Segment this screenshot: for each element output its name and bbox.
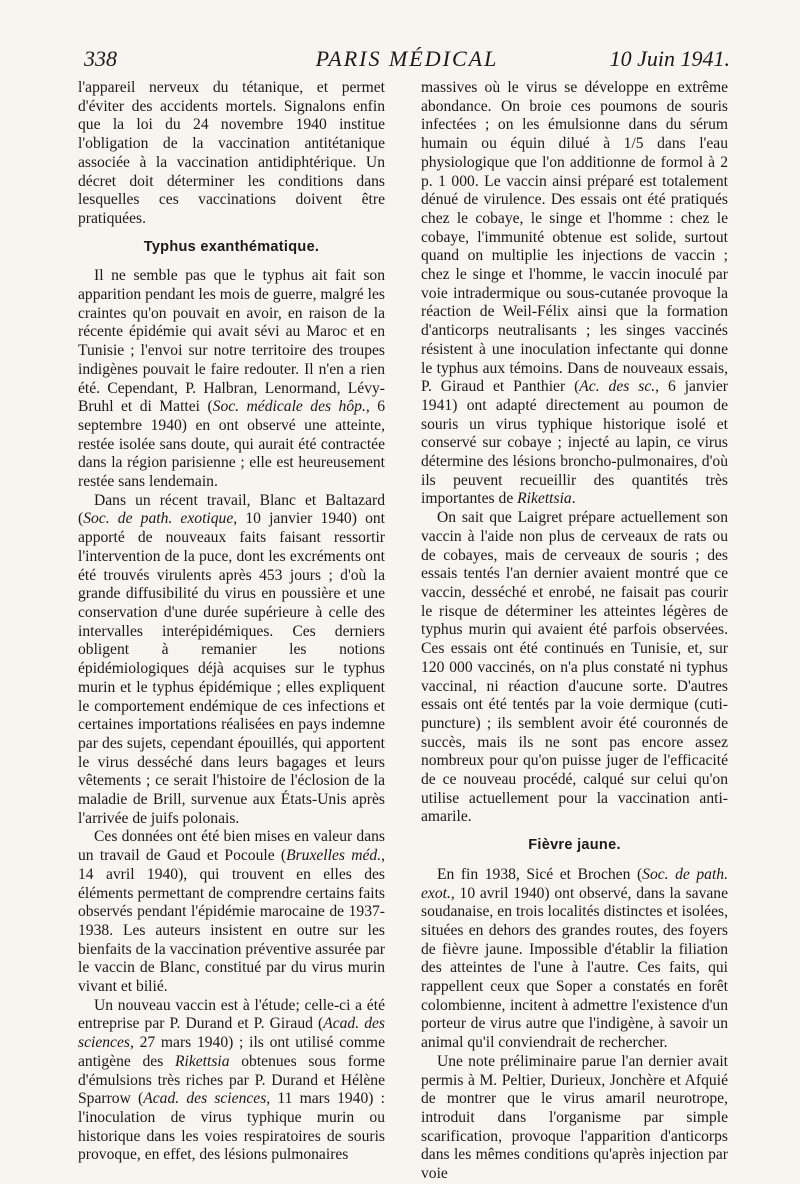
paragraph: Il ne semble pas que le typhus ait fait son apparition pendant les mois de guerre, malgré les craintes qu'on pouvait en avoir, en raison de la récente épidémie qui avait sévi au Maroc et en Tunisie ; l'envoi sur notre territoire des troupes indigènes pouvait le faire redouter. Il n'en a rien été. Cependant, P. Halbran, Lenormand, Lévy-Bruhl et di Mattei (Soc. médicale des hôp., 6 septembre 1940) en ont observé une atteinte, restée isolée sans doute, qui aurait été contractée dans la région parisienne ; elle est heureusement restée sans lendemain. [78, 267, 386, 491]
citation: Soc. de path. exotique [83, 510, 234, 528]
running-header [84, 44, 730, 78]
citation: Acad. des sciences [78, 1015, 385, 1052]
citation: Ac. des sc. [579, 378, 656, 396]
section-heading-fievre-jaune: Fièvre jaune. [528, 837, 621, 854]
citation: Soc. médicale des hôp. [212, 398, 366, 416]
page-number: 338 [84, 46, 117, 71]
section-heading-typhus: Typhus exanthématique. [143, 238, 320, 255]
genus-name: Rikettsia [517, 490, 572, 508]
paragraph: Une note préliminaire parue l'an dernier avait permis à M. Peltier, Durieux, Jonchère et Afquié de montrer que le virus amaril neurotrope, introduit dans l'organisme par simple scarification, provoque l'apparition d'anticorps dans les mêmes conditions qu'après injection par voie [421, 1052, 728, 1183]
paragraph: l'appareil nerveux du tétanique, et permet d'éviter des accidents mortels. Signalons enfin que la loi du 24 novembre 1940 institue l'obligation de la vaccination antitétanique associée à la vaccination antidiphtérique. Un décret doit déterminer les conditions dans lesquelles ces vaccinations doivent être pratiquées. [78, 79, 385, 227]
left-column [78, 79, 385, 1165]
paragraph: Dans un récent travail, Blanc et Baltazard (Soc. de path. exotique, 10 janvier 1940) ont apporté de nouveaux faits faisant ressortir l'intervention de la puce, dont les excréments ont été trouvés virulents après 453 jours ; d'où la grande diffusibilité du virus en poussière et une conservation d'une durée supérieure à celle des intervalles interépidémiques. Ces derniers obligent à remanier les notions épidémiologiques déjà acquises sur le typhus murin et le typhus épidémique ; elles expliquent le comportement endémique de ces infections et certaines importations réalisées en pays indemne par des sujets, cependant épouillés, qui apportent le virus desséché dans leurs bagages et leurs vêtements ; ce serait l'histoire de l'éclosion de la maladie de Brill, survenue aux États-Unis après l'arrivée de juifs polonais. [78, 491, 385, 827]
citation: Soc. de path. exot. [421, 865, 728, 902]
citation: Acad. des sciences [143, 1090, 267, 1108]
paragraph: massives où le virus se développe en extrême abondance. On broie ces poumons de souris infectées ; on les émulsionne dans du sérum humain ou équin dilué à 1/5 dans l'eau physiologique que l'on additionne de formol à 2 p. 1 000. Le vaccin ainsi préparé est totalement dénué de virulence. Des essais ont été pratiqués chez le cobaye, le singe et l'homme : chez le cobaye, l'immunité obtenue est solide, surtout quand on multiplie les injections de vaccin ; chez le singe et l'homme, le vaccin inoculé par voie intradermique ou sous-cutanée provoque la réaction de Weil-Félix ainsi que la formation d'anticorps neutralisants ; les singes vaccinés résistent à une inoculation infectante qui donne le typhus aux témoins. Dans de nouveaux essais, P. Giraud et Panthier (Ac. des sc., 6 janvier 1941) ont adapté directement au poumon de souris un virus typhique historique isolé et conservé sur cobaye ; injecté au lapin, ce virus détermine des lésions broncho-pulmonaires, d'où ils peuvent recueillir des quantités très importantes de Rikettsia. [421, 79, 728, 508]
paragraph: Ces données ont été bien mises en valeur dans un travail de Gaud et Pocoule (Bruxelles méd., 14 avril 1940), qui trouvent en elles des éléments permettant de comprendre certains faits observés pendant l'épidémie marocaine de 1937-1938. Les auteurs insistent en outre sur les bienfaits de la vaccination préventive assurée par le vaccin de Blanc, constitué par du virus murin vivant et bilié. [78, 828, 385, 996]
issue-date: 10 Juin 1941. [609, 46, 730, 71]
paragraph: Un nouveau vaccin est à l'étude; celle-ci a été entreprise par P. Durand et P. Giraud (Acad. des sciences, 27 mars 1940) ; ils ont utilisé comme antigène des Rikettsia obtenues sous forme d'émulsions très riches par P. Durand et Hélène Sparrow (Acad. des sciences, 11 mars 1940) : l'inoculation de virus typhique murin ou historique dans les voies respiratoires de souris provoque, en effet, des lésions pulmonaires [78, 996, 386, 1164]
genus-name: Rikettsia [174, 1052, 230, 1070]
paragraph: En fin 1938, Sicé et Brochen (Soc. de path. exot., 10 avril 1940) ont observé, dans la savane soudanaise, en trois localités distinctes et isolées, situées en dehors des grandes routes, des foyers de fièvre jaune. Impossible d'établir la filiation des atteintes de l'une à l'autre. Ces faits, qui rappellent ceux que Soper a constatés en forêt colombienne, incitent à admettre l'existence d'un porteur de virus autre que l'indigène, à savoir un animal qu'il conviendrait de rechercher. [421, 865, 728, 1052]
citation: Bruxelles méd. [286, 847, 382, 865]
paragraph: On sait que Laigret prépare actuellement son vaccin à l'aide non plus de cerveaux de rats ou de cobayes, mais de cerveaux de souris ; des essais tentés l'an dernier avaient montré que ce vaccin, desséché et enrobé, ne faisait pas courir le risque de déterminer les atteintes légères de typhus murin qui avaient été parfois observées. Ces essais ont été continués en Tunisie, et, sur 120 000 vaccinés, on n'a plus constaté ni typhus vaccinal, ni réaction d'aucune sorte. D'autres essais ont été tentés par la voie dermique (cuti-puncture) ; ils semblent avoir été couronnés de succès, mais ils ne sont pas encore assez nombreux pour qu'on puisse juger de l'efficacité de ce nouveau procédé, calqué sur celui qu'on utilise actuellement pour la vaccination anti-amarile. [421, 509, 728, 826]
journal-title: PARIS MÉDICAL [315, 46, 499, 71]
right-column [421, 79, 728, 1184]
